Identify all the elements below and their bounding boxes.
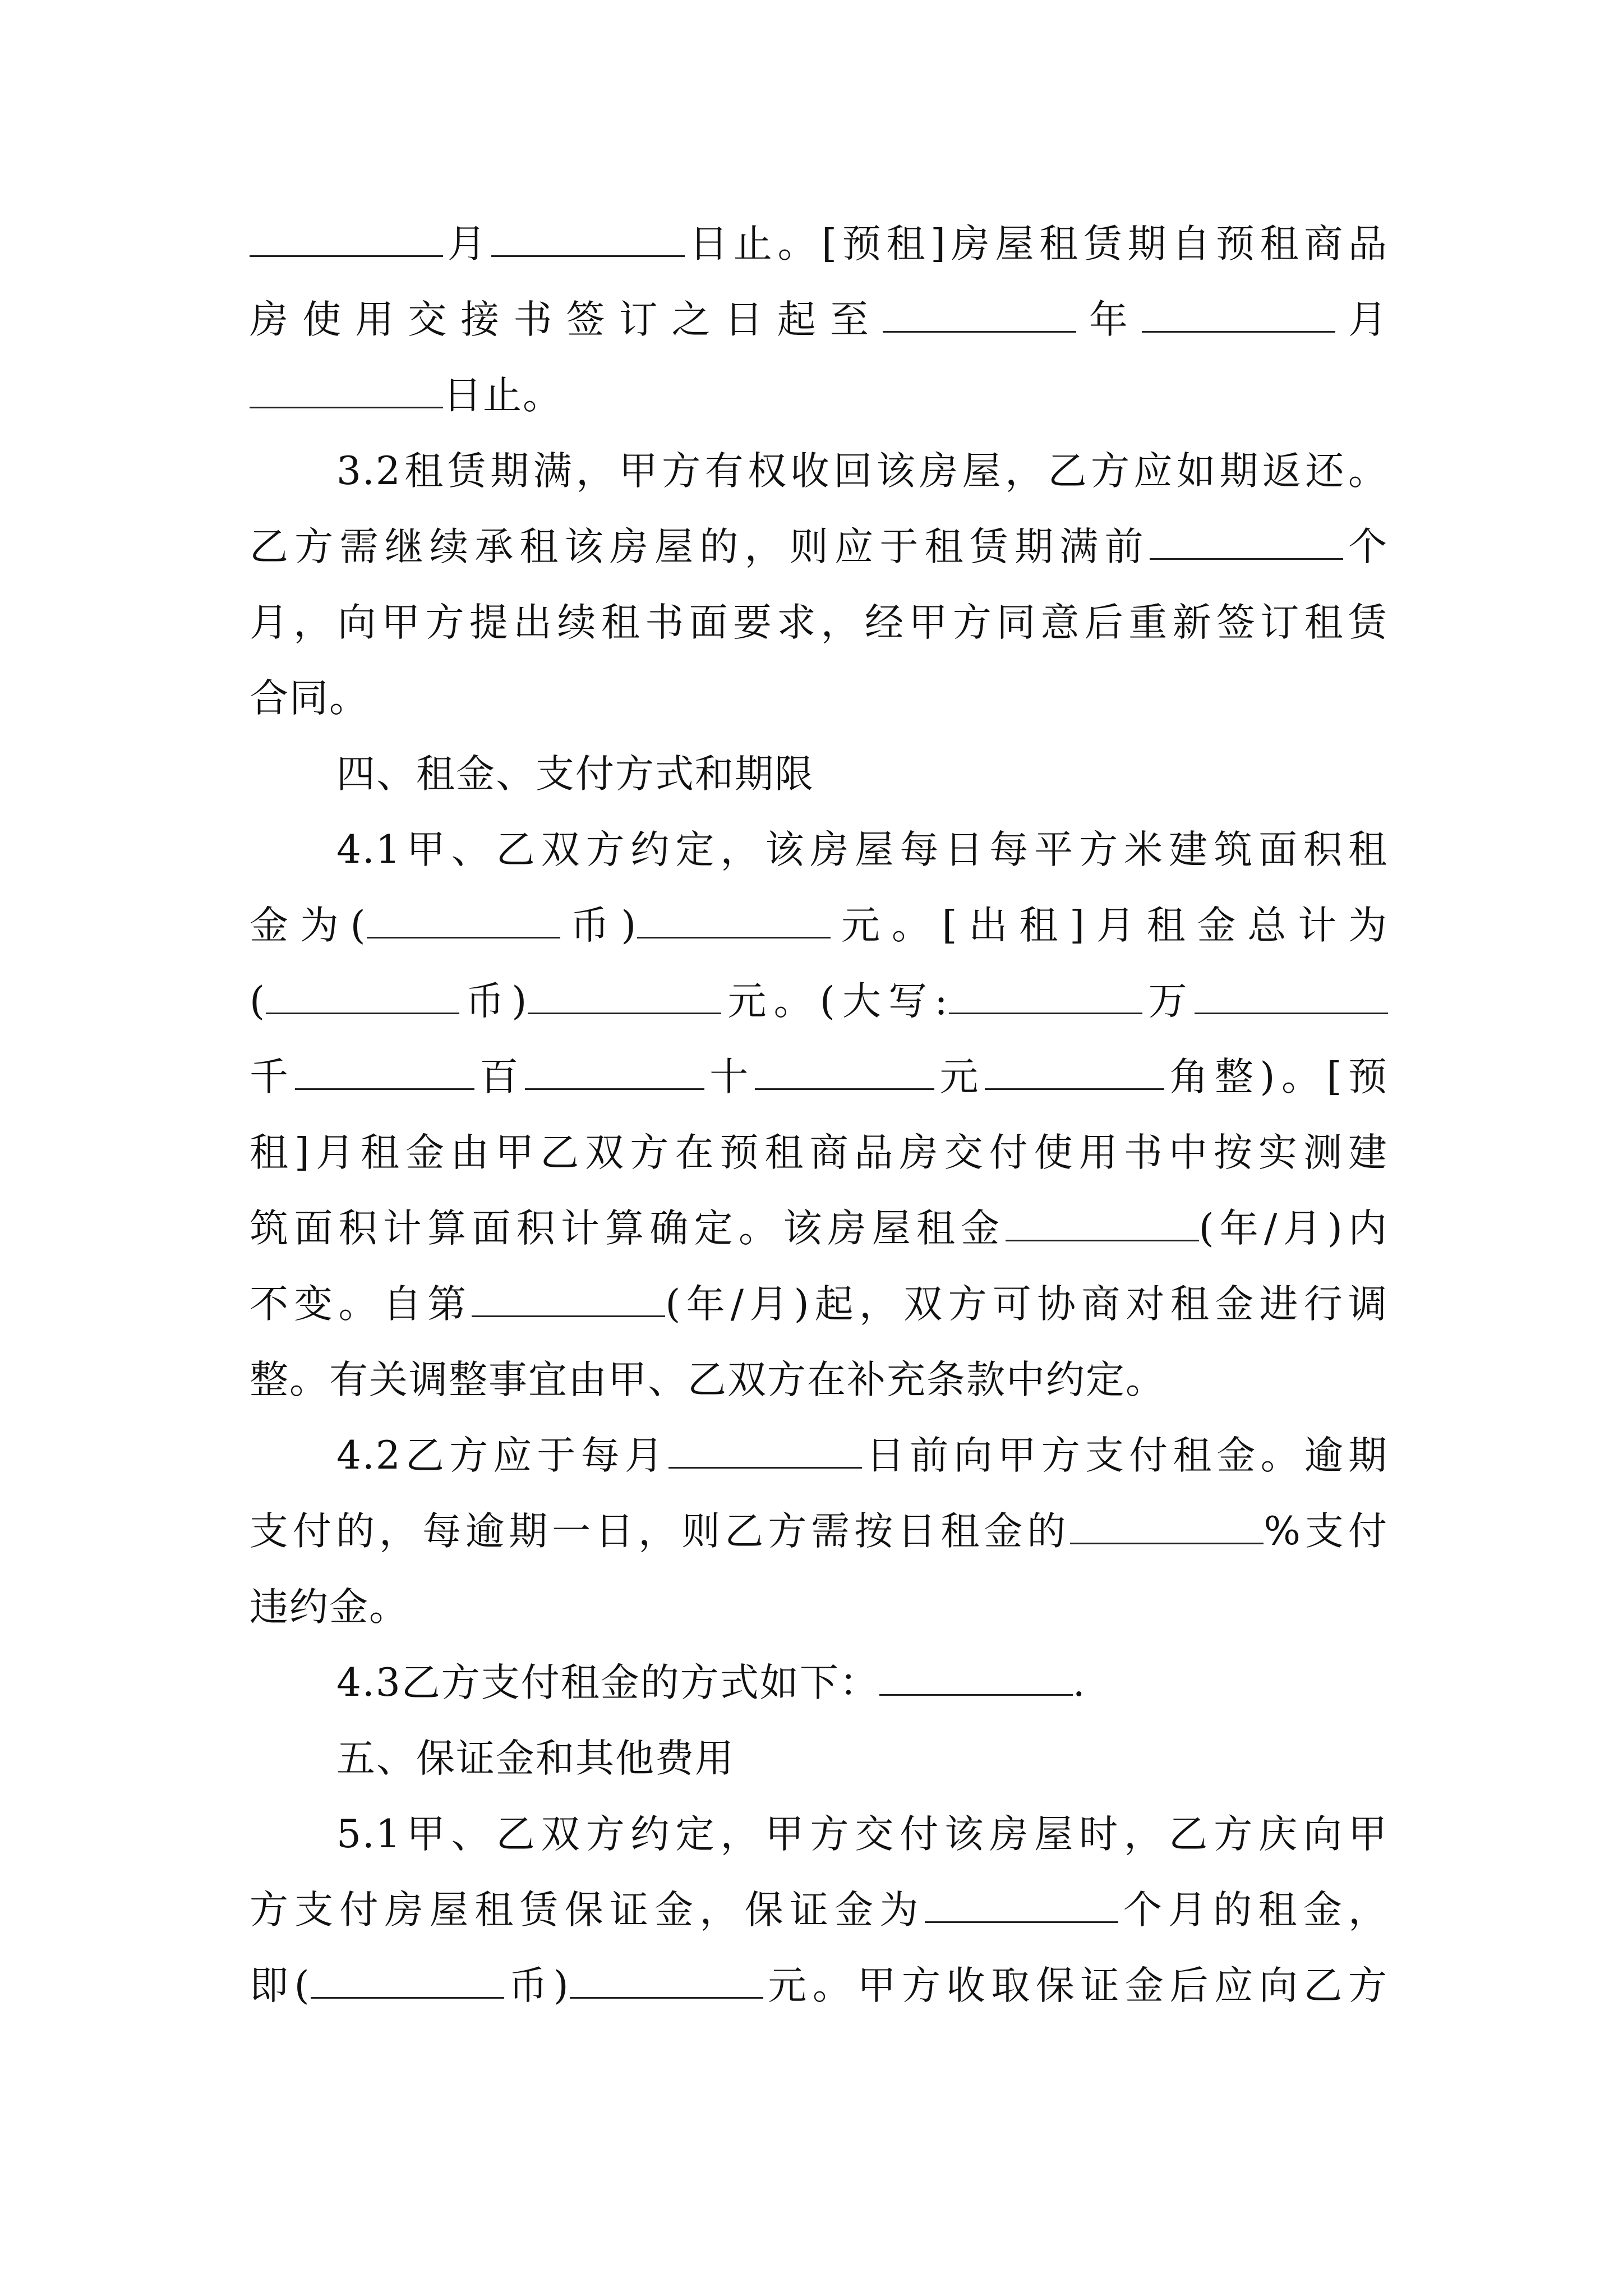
text-line — [250, 216, 1388, 272]
text-segment: 五、保证金和其他费用 — [336, 1736, 735, 1781]
text-segment: 个 — [1343, 524, 1389, 569]
text-segment: 乙方需继续承租该房屋的，则应于租赁期满前 — [250, 524, 1150, 569]
text-segment: ( — [250, 979, 266, 1024]
text-segment: 元。(大写: — [721, 979, 949, 1024]
fill-blank — [570, 1963, 763, 1999]
text-segment: 不变。自第 — [250, 1282, 472, 1327]
text-line — [250, 519, 1388, 575]
fill-blank — [472, 1282, 665, 1317]
paragraph-start — [336, 1655, 1388, 1711]
text-segment: . — [1072, 1660, 1086, 1705]
fill-blank — [1006, 1206, 1199, 1241]
text-segment: 金为( — [250, 903, 367, 948]
text-line — [250, 1200, 1388, 1257]
text-segment: 4.1甲、乙双方约定，该房屋每日每平方米建筑面积租 — [336, 827, 1388, 872]
text-line — [250, 1882, 1388, 1938]
paragraph-start — [336, 443, 1388, 499]
fill-blank — [525, 1055, 704, 1090]
text-line — [250, 1352, 1388, 1408]
text-segment: 角整)。[预 — [1164, 1055, 1389, 1099]
text-line — [250, 1125, 1388, 1181]
text-line — [250, 1958, 1388, 2014]
text-line — [250, 670, 1388, 726]
fill-blank — [637, 903, 831, 938]
fill-blank — [1142, 297, 1335, 333]
text-segment: 月 — [443, 222, 492, 266]
paragraph-start — [336, 822, 1388, 878]
text-line — [250, 973, 1388, 1029]
text-line — [250, 367, 1388, 424]
text-segment: 月，向甲方提出续租书面要求，经甲方同意后重新签订租赁 — [250, 600, 1388, 645]
fill-blank — [879, 1660, 1073, 1696]
section-heading — [336, 1731, 1388, 1787]
text-segment: 元 — [934, 1055, 985, 1099]
text-segment: %支付 — [1264, 1509, 1388, 1554]
text-line — [250, 595, 1388, 651]
fill-blank — [668, 1433, 862, 1469]
text-segment: 4.2乙方应于每月 — [336, 1433, 668, 1478]
text-segment: 即( — [250, 1963, 311, 2008]
fill-blank — [755, 1055, 934, 1090]
text-line — [250, 1579, 1388, 1635]
text-segment: 日前向甲方支付租金。逾期 — [861, 1433, 1388, 1478]
text-segment: (年/月)起，双方可协商对租金进行调 — [665, 1282, 1388, 1327]
fill-blank — [1195, 979, 1388, 1014]
text-segment: 币) — [560, 903, 638, 948]
text-segment: 百 — [474, 1055, 525, 1099]
text-line — [250, 1049, 1388, 1105]
fill-blank — [295, 1055, 474, 1090]
text-segment: 千 — [250, 1055, 295, 1099]
fill-blank — [311, 1963, 504, 1999]
text-segment: (年/月)内 — [1198, 1206, 1389, 1251]
text-line — [250, 292, 1388, 348]
text-segment: 3.2租赁期满，甲方有权收回该房屋，乙方应如期返还。 — [336, 449, 1388, 494]
text-segment: 5.1甲、乙双方约定，甲方交付该房屋时，乙方庆向甲 — [336, 1812, 1388, 1857]
section-heading — [336, 746, 1388, 802]
text-segment: 个月的租金， — [1118, 1888, 1389, 1932]
text-line — [250, 898, 1388, 954]
fill-blank — [266, 979, 459, 1014]
fill-blank — [949, 979, 1142, 1014]
paragraph-start — [336, 1806, 1388, 1862]
text-segment: 房使用交接书签订之日起至 — [250, 297, 883, 342]
text-segment: 方支付房屋租赁保证金，保证金为 — [250, 1888, 925, 1932]
text-segment: 月 — [1335, 297, 1389, 342]
fill-blank — [367, 903, 560, 938]
text-line — [250, 1276, 1388, 1332]
text-segment: 租]月租金由甲乙双方在预租商品房交付使用书中按实测建 — [250, 1130, 1388, 1175]
text-segment: 4.3乙方支付租金的方式如下： — [336, 1660, 879, 1705]
text-segment: 四、租金、支付方式和期限 — [336, 752, 814, 797]
text-segment: 币) — [504, 1963, 570, 2008]
text-segment: 十 — [704, 1055, 755, 1099]
fill-blank — [883, 297, 1076, 333]
text-segment: 币) — [459, 979, 528, 1024]
text-segment: 日止。 — [443, 373, 562, 418]
fill-blank — [985, 1055, 1164, 1090]
fill-blank — [925, 1888, 1118, 1923]
text-segment: 筑面积计算面积计算确定。该房屋租金 — [250, 1206, 1006, 1251]
text-segment: 日止。[预租]房屋租赁期自预租商品 — [685, 222, 1389, 266]
text-segment: 整。有关调整事宜由甲、乙双方在补充条款中约定。 — [250, 1358, 1165, 1402]
text-segment: 年 — [1076, 297, 1142, 342]
fill-blank — [528, 979, 721, 1014]
text-line — [250, 1503, 1388, 1559]
text-segment: 元。[出租]月租金总计为 — [831, 903, 1389, 948]
text-segment: 万 — [1142, 979, 1195, 1024]
text-segment: 违约金。 — [250, 1585, 409, 1630]
text-segment: 元。甲方收取保证金后应向乙方 — [763, 1963, 1389, 2008]
fill-blank — [250, 222, 443, 257]
fill-blank — [491, 222, 685, 257]
paragraph-start — [336, 1428, 1388, 1484]
text-segment: 支付的，每逾期一日，则乙方需按日租金的 — [250, 1509, 1071, 1554]
fill-blank — [250, 373, 443, 408]
fill-blank — [1070, 1509, 1264, 1544]
fill-blank — [1150, 524, 1343, 560]
text-segment: 合同。 — [250, 676, 369, 721]
